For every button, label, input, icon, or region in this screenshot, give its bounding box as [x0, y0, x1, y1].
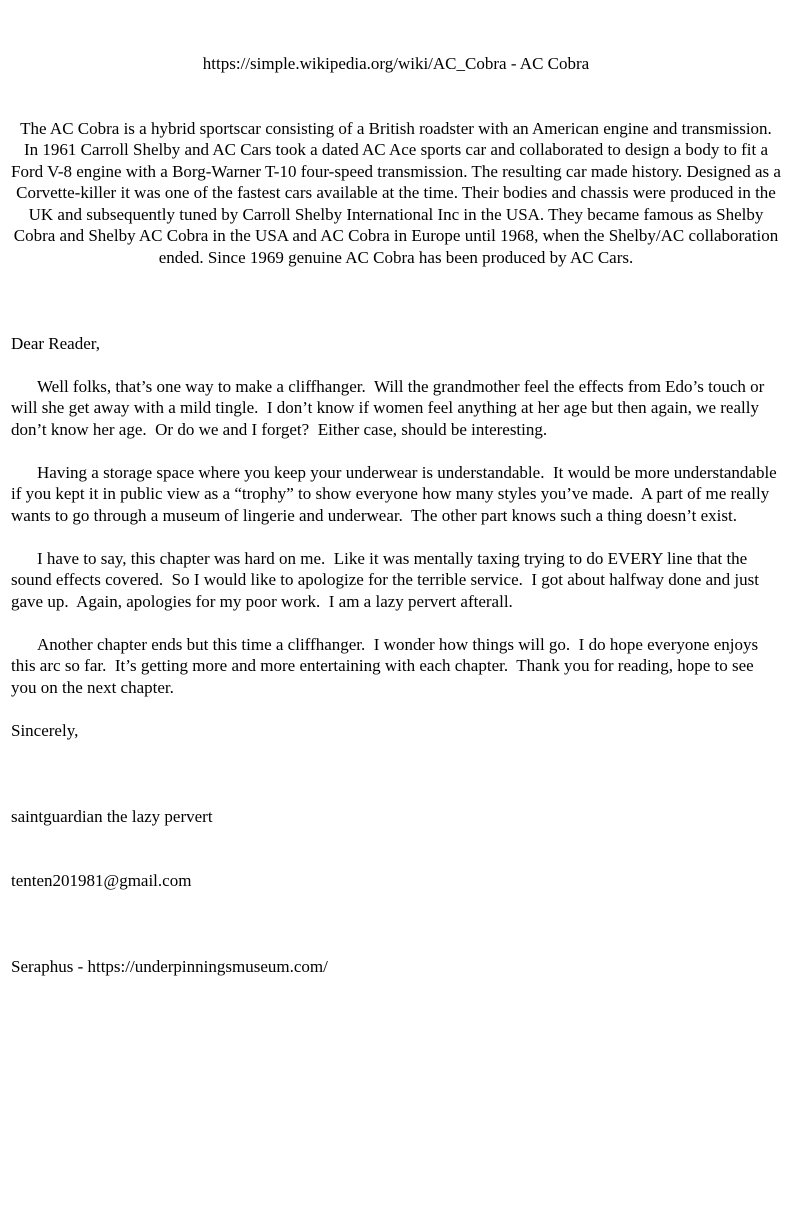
- signature-block: [11, 763, 781, 935]
- translator-note: [11, 333, 781, 978]
- source-url-line: https://simple.wikipedia.org/wiki/AC_Cobra - AC Cobra: [202, 54, 590, 73]
- letter-paragraph-1: Well folks, that’s one way to make a cliffhanger. Will the grandmother feel the effects from Edo’s touch or will she get away with a mild tingle. I don’t know if women feel anything at her age but then again, we really don’t know her age. Or do we and I forget? Either case, should be interesting.: [11, 376, 769, 439]
- credit-line: Seraphus - https://underpinningsmuseum.com/: [11, 957, 328, 976]
- signature-name: saintguardian the lazy pervert: [11, 806, 213, 826]
- letter-paragraph-2: Having a storage space where you keep your underwear is understandable. It would be more understandable if you kept it in public view as a “trophy” to show everyone how many styles you’ve made. A part of me really wants to go through a museum of lingerie and underwear. The other part knows such a thing doesn’t exist.: [11, 462, 781, 525]
- header-citation: [11, 10, 786, 311]
- closing: Sincerely,: [11, 720, 79, 740]
- letter-paragraph-4: Another chapter ends but this time a cliffhanger. I wonder how things will go. I do hope everyone enjoys this arc so far. It’s getting more and more entertaining with each chapter. Thank you for reading, hope to see you on the next chapter.: [11, 634, 763, 697]
- letter-paragraph-3: I have to say, this chapter was hard on me. Like it was mentally taxing trying to do EVERY line that the sound effects covered. So I would like to apologize for the terrible service. I got about halfway done and just gave up. Again, apologies for my poor work. I am a lazy pervert afterall.: [11, 548, 764, 611]
- wikipedia-summary: The AC Cobra is a hybrid sportscar consisting of a British roadster with an American engine and transmission. In 1961 Carroll Shelby and AC Cars took a dated AC Ace sports car and collaborated to design a body to fit a Ford V-8 engine with a Borg-Warner T-10 four-speed transmission. The resulting car made history. Designed as a Corvette-killer it was one of the fastest cars available at the time. Their bodies and chassis were produced in the UK and subsequently tuned by Carroll Shelby International Inc in the USA. They became famous as Shelby Cobra and Shelby AC Cobra in the USA and AC Cobra in Europe until 1968, when the Shelby/AC collaboration ended. Since 1969 genuine AC Cobra has been produced by AC Cars.: [11, 118, 786, 267]
- salutation: Dear Reader,: [11, 333, 100, 353]
- signature-email: tenten201981@gmail.com: [11, 871, 192, 890]
